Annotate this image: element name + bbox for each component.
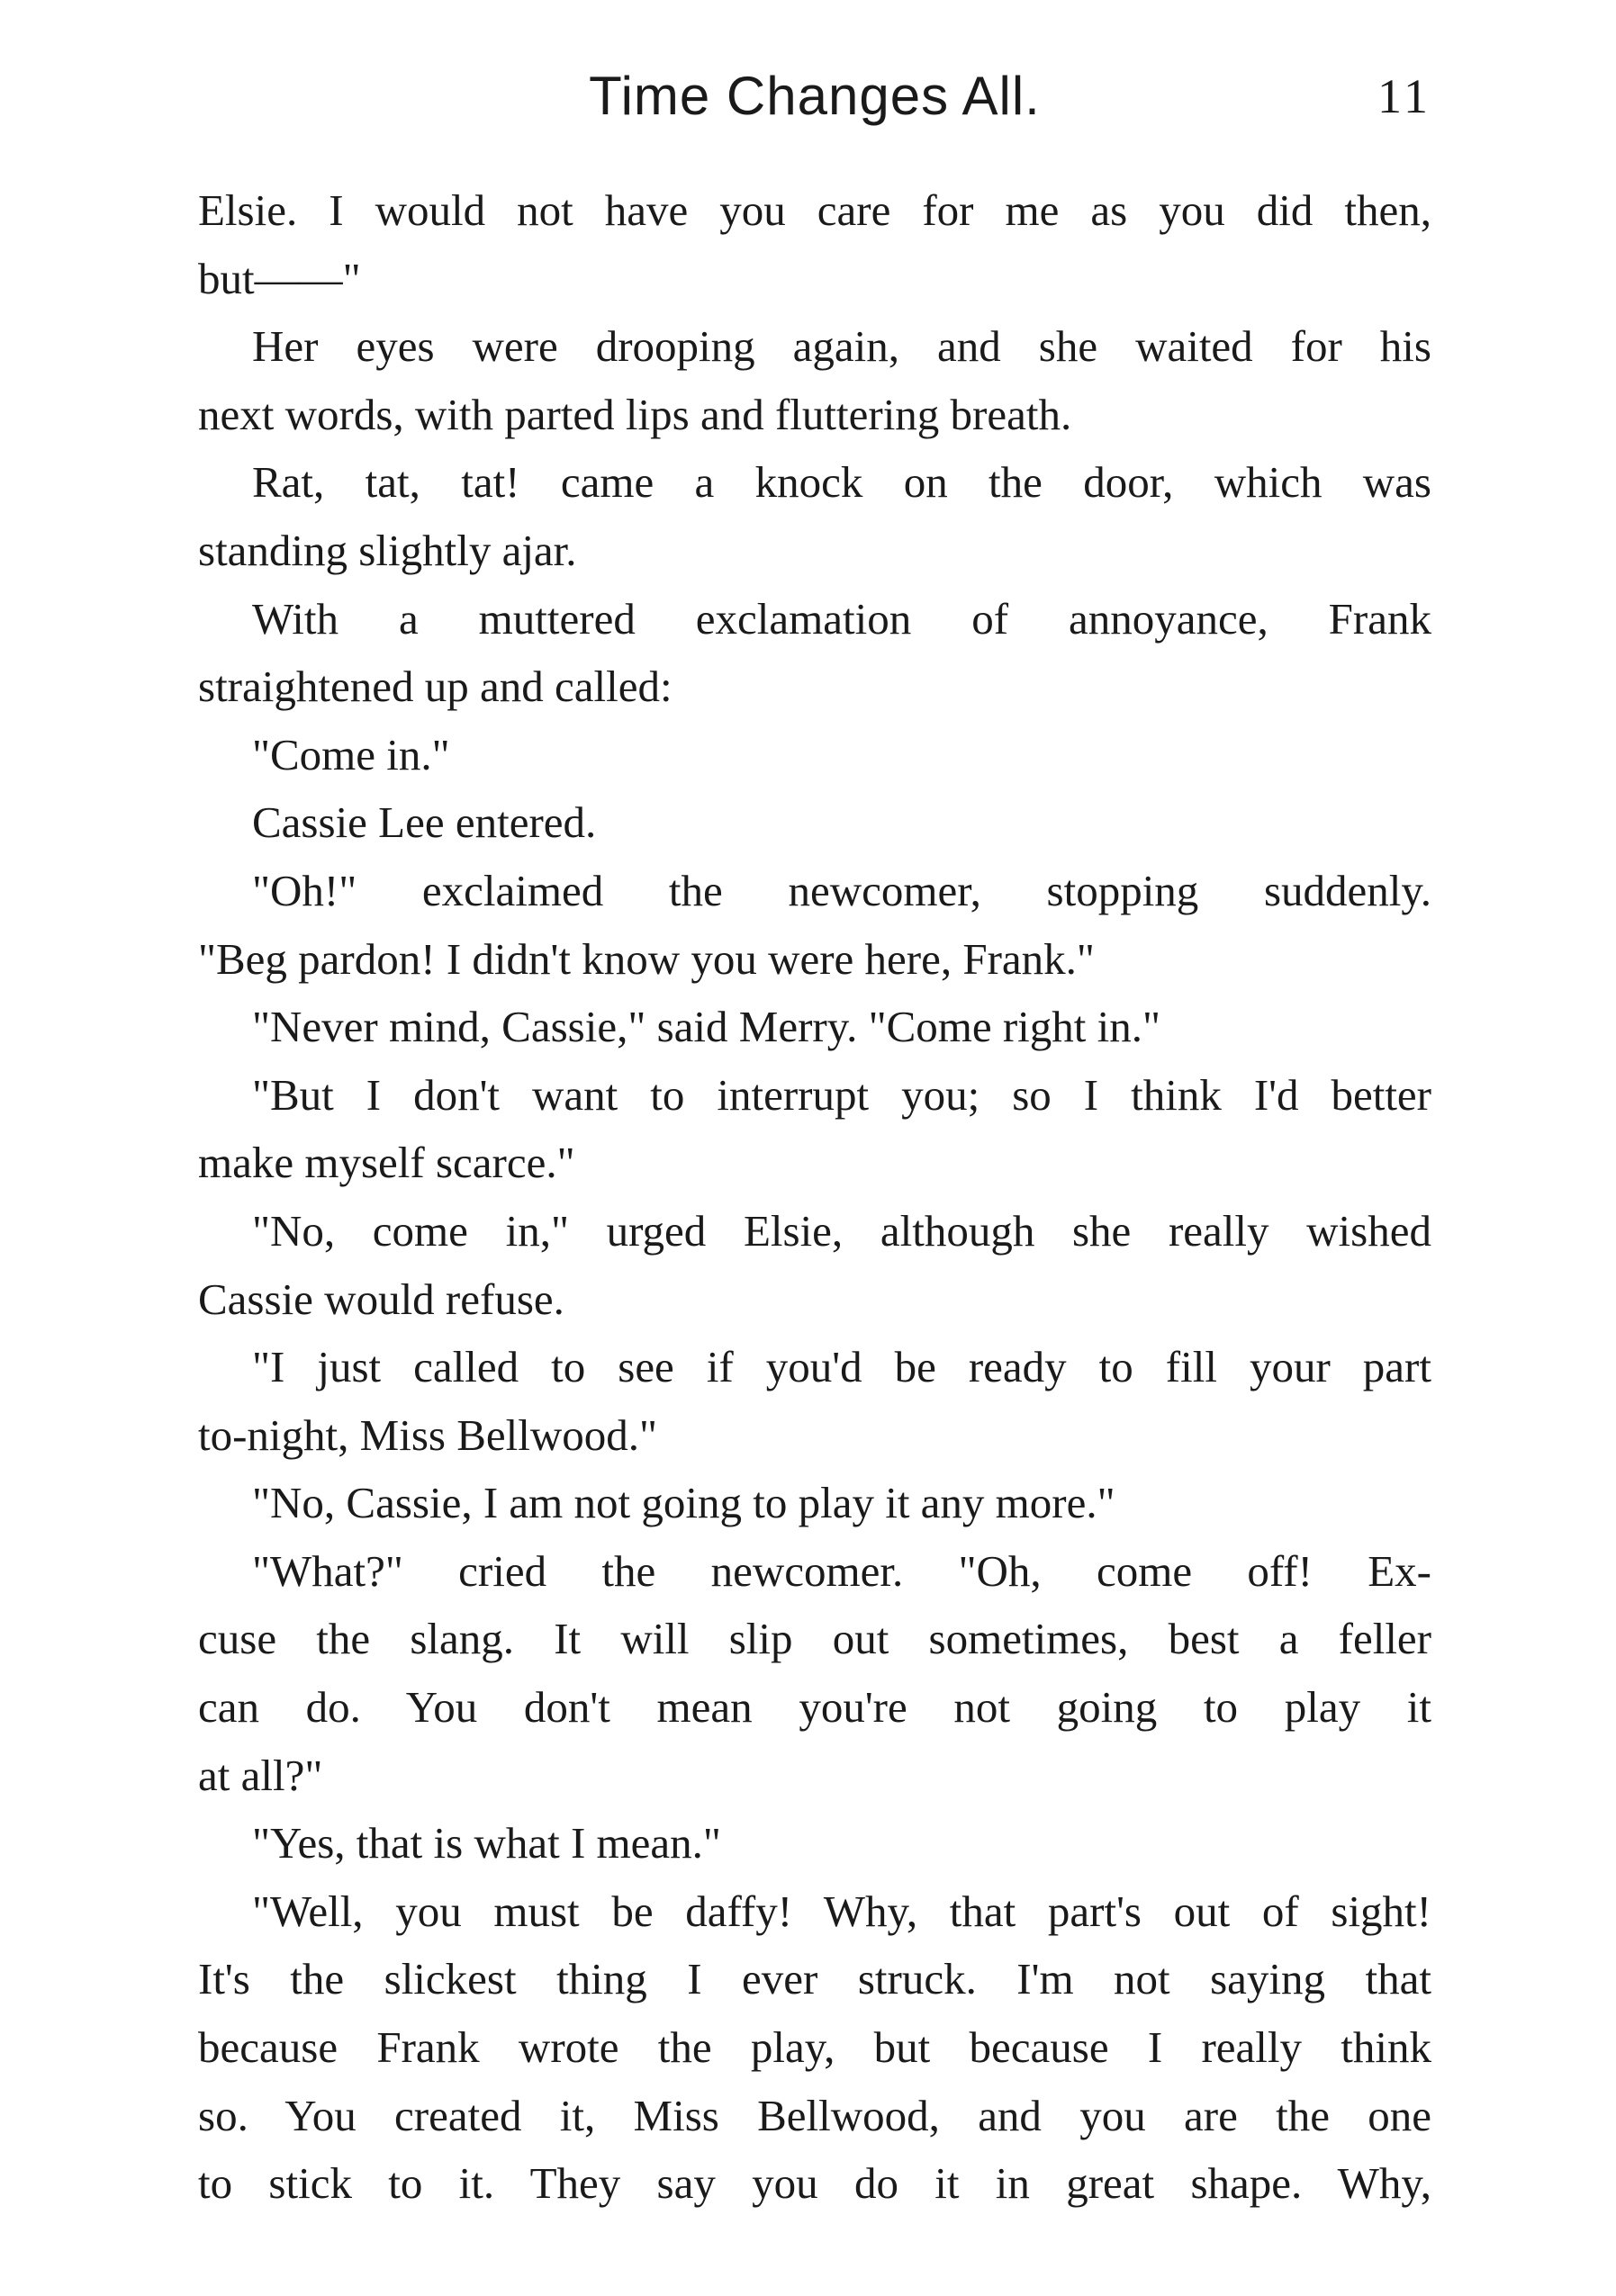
text-line: "I just called to see if you'd be ready to fill your part xyxy=(252,1342,1431,1392)
text-line: Rat, tat, tat! came a knock on the door, which was xyxy=(252,457,1431,508)
text-line: standing slightly ajar. xyxy=(198,525,577,575)
text-line: at all?" xyxy=(198,1750,323,1800)
running-title: Time Changes All. xyxy=(589,66,1041,126)
text-line: Cassie would refuse. xyxy=(198,1274,564,1324)
text-line: Her eyes were drooping again, and she waited for his xyxy=(252,321,1431,372)
text-line: to stick to it. They say you do it in great shape. Why, xyxy=(198,2158,1431,2209)
text-line: "Beg pardon! I didn't know you were here, Frank." xyxy=(198,933,1095,984)
text-line: to-night, Miss Bellwood." xyxy=(198,1409,658,1460)
text-line: "Yes, that is what I mean." xyxy=(252,1818,721,1868)
text-line: It's the slickest thing I ever struck. I'm not saying that xyxy=(198,1954,1431,2004)
text-line: "No, Cassie, I am not going to play it any more." xyxy=(252,1478,1115,1528)
text-line: but——" xyxy=(198,253,361,303)
text-line: cuse the slang. It will slip out sometimes, best a feller xyxy=(198,1614,1431,1664)
text-line: so. You created it, Miss Bellwood, and you are the one xyxy=(198,2090,1431,2140)
text-line: "Never mind, Cassie," said Merry. "Come right in." xyxy=(252,1002,1161,1052)
text-line: because Frank wrote the play, but because I really think xyxy=(198,2022,1431,2073)
text-line: Cassie Lee entered. xyxy=(252,797,597,848)
page-number: 11 xyxy=(1377,69,1431,123)
text-line: "No, come in," urged Elsie, although she really wished xyxy=(252,1205,1431,1256)
text-line: With a muttered exclamation of annoyance, Frank xyxy=(252,593,1431,644)
text-line: "But I don't want to interrupt you; so I think I'd better xyxy=(252,1069,1431,1120)
body-text xyxy=(198,176,1431,2218)
text-line: "Oh!" exclaimed the newcomer, stopping suddenly. xyxy=(252,865,1431,915)
text-line: make myself scarce." xyxy=(198,1138,575,1188)
text-line: straightened up and called: xyxy=(198,662,673,712)
text-line: "Come in." xyxy=(252,729,450,779)
text-line: can do. You don't mean you're not going to play it xyxy=(198,1682,1431,1733)
text-line: next words, with parted lips and fluttering breath. xyxy=(198,389,1072,439)
text-line: "Well, you must be daffy! Why, that part's out of sight! xyxy=(252,1886,1431,1936)
text-line: Elsie. I would not have you care for me as you did then, xyxy=(198,185,1431,235)
running-head xyxy=(198,56,1431,137)
text-line: "What?" cried the newcomer. "Oh, come off! Ex- xyxy=(252,1545,1431,1596)
